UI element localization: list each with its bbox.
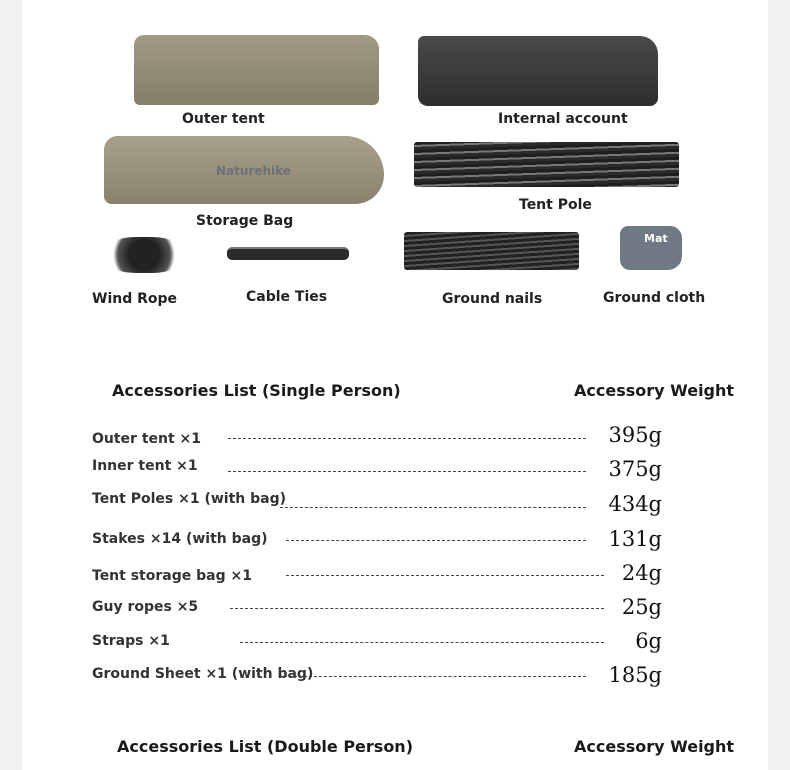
leader-line [228, 438, 586, 439]
mat-logo: Mat [644, 232, 668, 245]
caption-wind-rope: Wind Rope [92, 291, 178, 307]
caption-ground-cloth: Ground cloth [603, 290, 706, 306]
double-weight-header: Accessory Weight [574, 737, 735, 756]
outer-tent-image [134, 35, 379, 105]
leader-line [286, 575, 604, 576]
item-name: Stakes ×14 (with bag) [92, 531, 268, 547]
leader-line [230, 608, 604, 609]
leader-line [228, 471, 586, 472]
caption-outer-tent: Outer tent [182, 111, 265, 127]
cable-ties-image [227, 247, 349, 260]
item-weight: 25g [621, 595, 662, 619]
item-weight: 375g [608, 457, 662, 481]
item-weight: 6g [635, 629, 662, 653]
item-weight: 185g [608, 663, 662, 687]
single-weight-header: Accessory Weight [574, 381, 735, 400]
item-weight: 131g [608, 527, 662, 551]
leader-line [284, 676, 586, 677]
tent-pole-image [414, 142, 679, 187]
item-name: Tent storage bag ×1 [92, 568, 252, 584]
item-weight: 434g [608, 492, 662, 516]
storage-bag-image [104, 136, 384, 204]
leader-line [280, 507, 586, 508]
item-name: Tent Poles ×1 (with bag) [92, 491, 286, 507]
product-detail-page [22, 0, 768, 770]
caption-cable-ties: Cable Ties [246, 289, 328, 305]
ground-cloth-image [620, 226, 682, 270]
item-name: Ground Sheet ×1 (with bag) [92, 666, 314, 682]
single-list-title: Accessories List (Single Person) [112, 381, 401, 400]
item-weight: 24g [621, 561, 662, 585]
item-weight: 395g [608, 423, 662, 447]
ground-nails-image [404, 232, 579, 270]
caption-internal-account: Internal account [498, 111, 628, 127]
caption-ground-nails: Ground nails [442, 291, 543, 307]
caption-storage-bag: Storage Bag [196, 213, 294, 229]
item-name: Straps ×1 [92, 633, 170, 649]
item-name: Guy ropes ×5 [92, 599, 199, 615]
item-name: Inner tent ×1 [92, 458, 198, 474]
inner-tent-image [418, 36, 658, 106]
wind-rope-image [104, 237, 184, 273]
caption-tent-pole: Tent Pole [519, 197, 592, 213]
double-list-title: Accessories List (Double Person) [117, 737, 414, 756]
naturehike-logo: Naturehike [216, 164, 291, 178]
item-name: Outer tent ×1 [92, 431, 202, 447]
leader-line [286, 540, 586, 541]
leader-line [240, 642, 604, 643]
